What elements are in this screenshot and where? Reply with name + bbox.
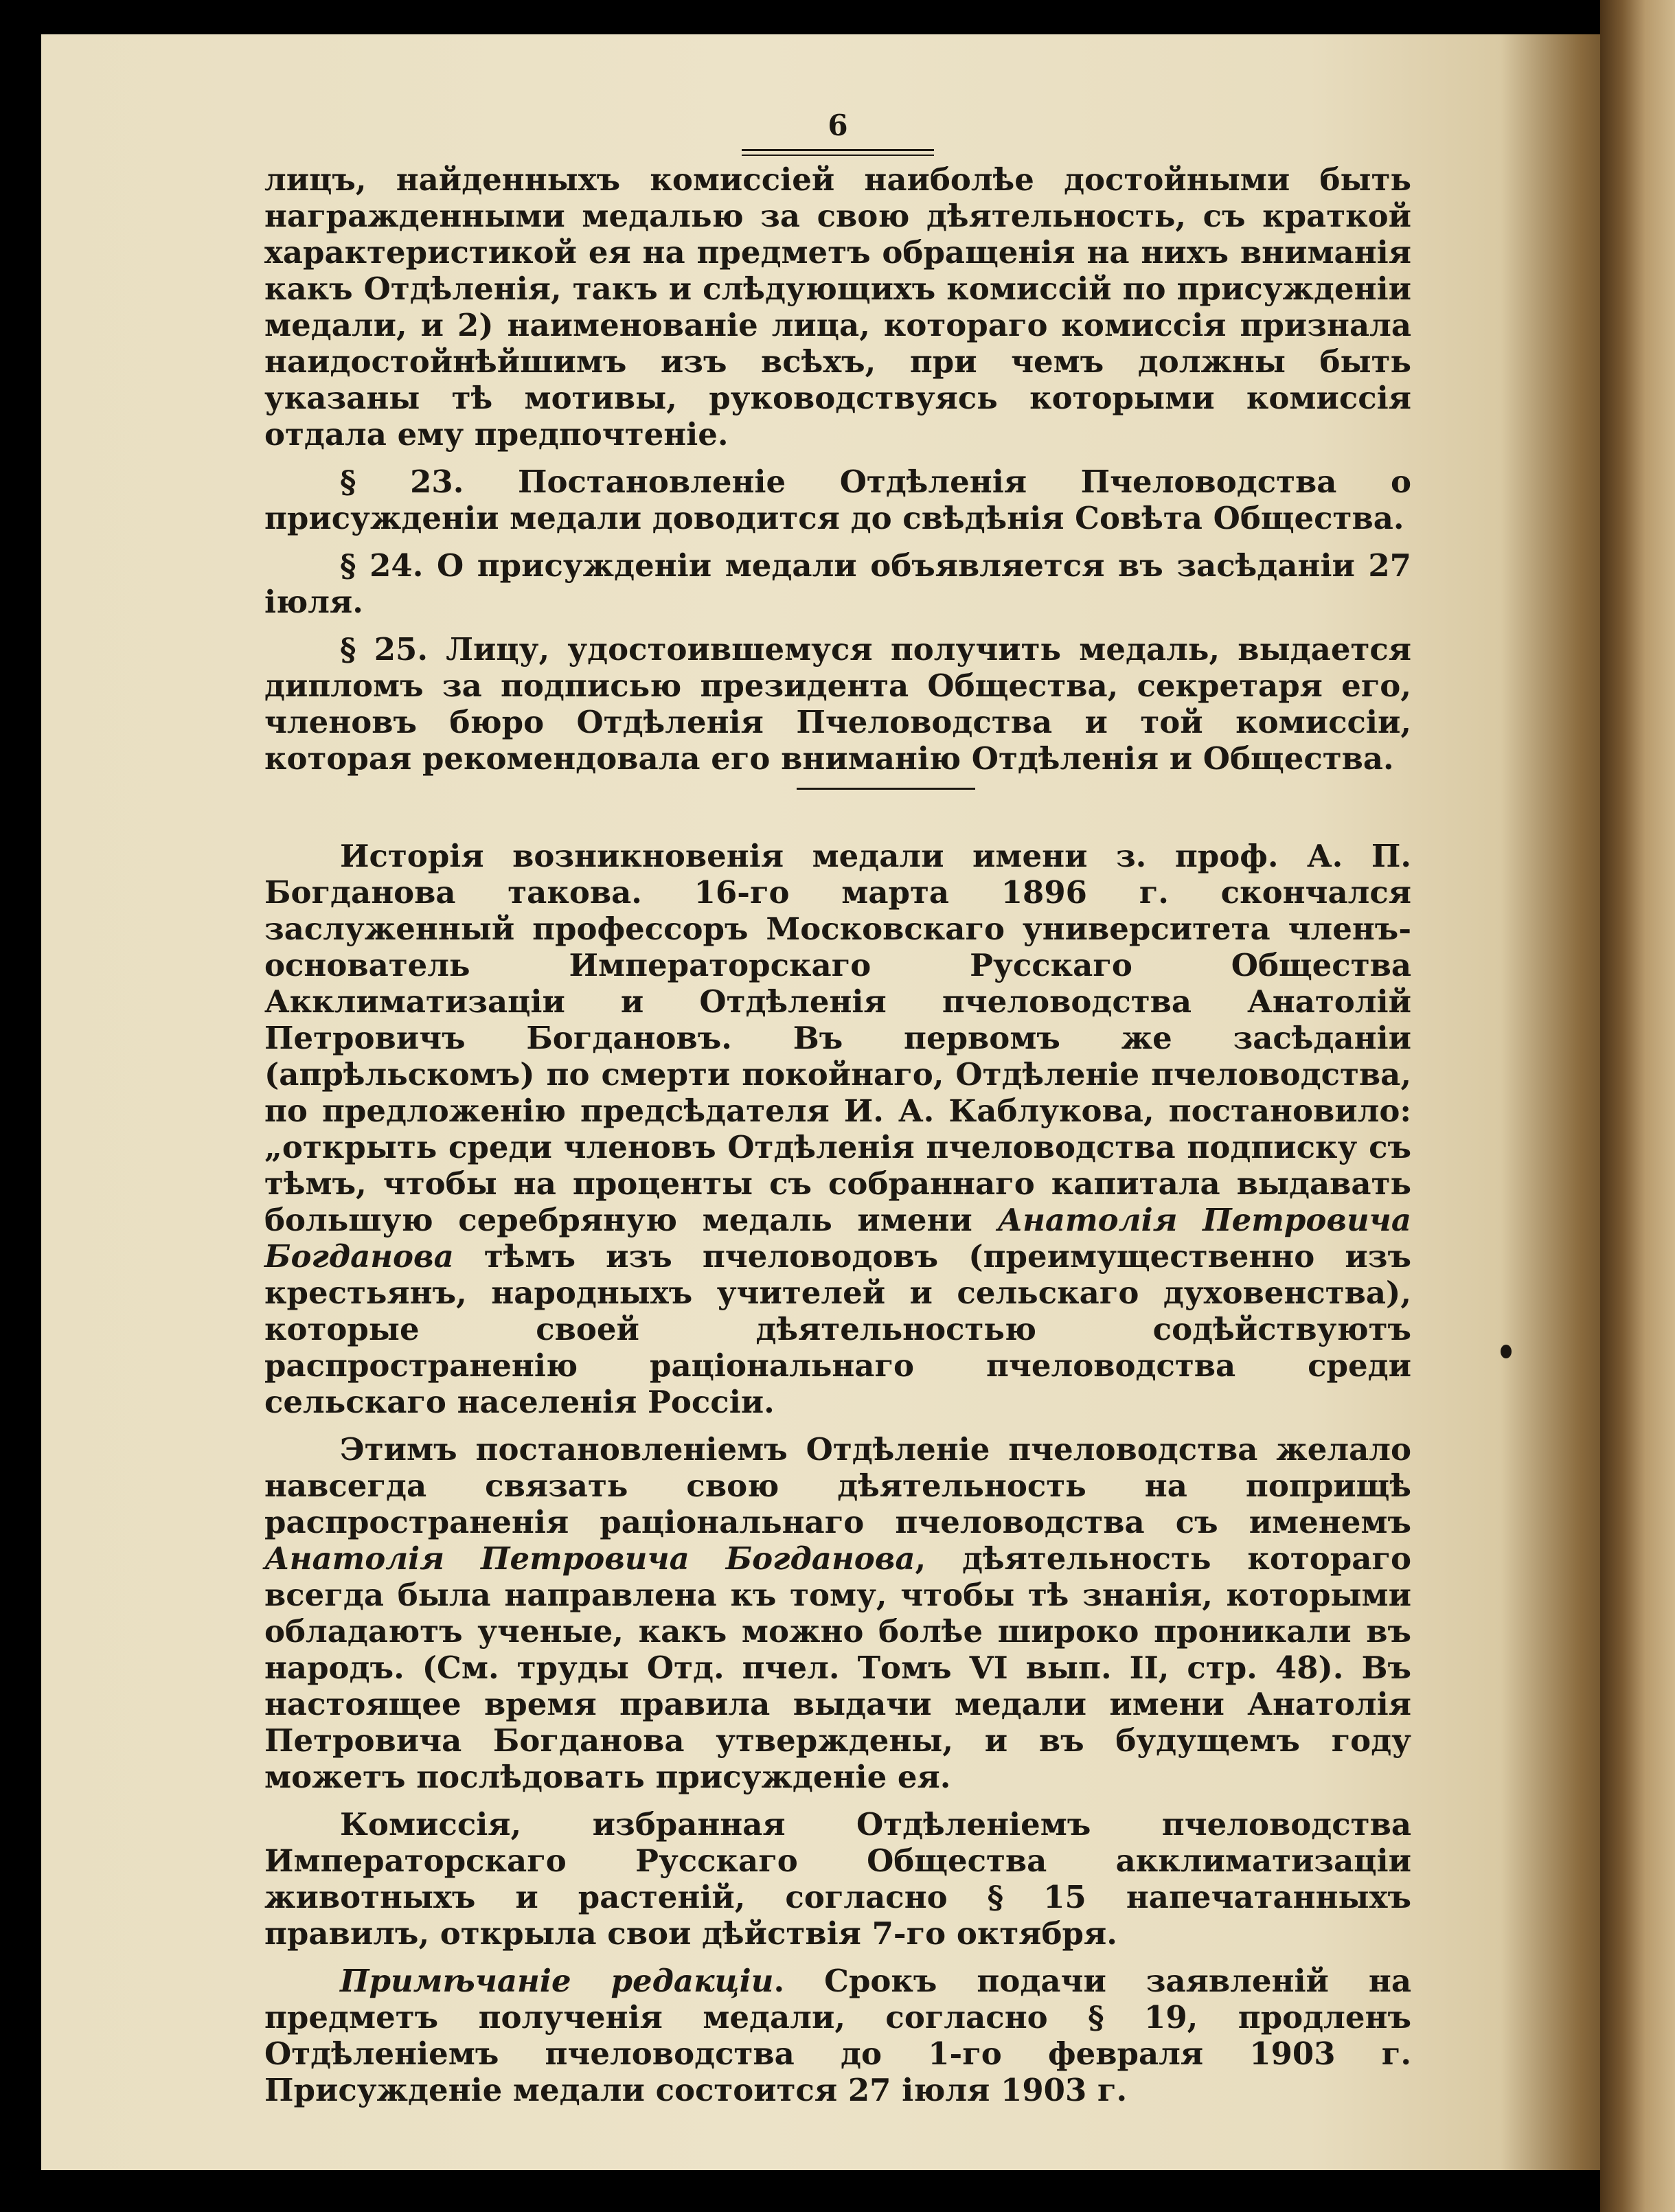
body-text	[264, 161, 1411, 2108]
text-run: Этимъ постановленіемъ Отдѣленіе пчеловодства желало навсегда связать свою дѣятельность на поприщѣ распространенія раціональнаго пчеловодства съ именемъ	[264, 1431, 1411, 1540]
text-run: тѣмъ изъ пчеловодовъ (преимущественно изъ крестьянъ, народныхъ учителей и сельскаго духовенства), которые своей дѣятельностью содѣйствуютъ распространенію раціональнаго пчеловодства среди сельскаго населенія Россіи.	[264, 1238, 1411, 1420]
header-rule	[742, 149, 934, 151]
text-run: § 24. О присужденіи медали объявляется въ засѣданіи 27 іюля.	[264, 547, 1411, 620]
text-run: Комиссія, избранная Отдѣленіемъ пчеловодства Императорскаго Русскаго Общества акклиматизаціи животныхъ и растеній, согласно § 15 напечатанныхъ правилъ, открыла свои дѣйствія 7-го октября.	[264, 1806, 1411, 1952]
text-run: § 25. Лицу, удостоившемуся получить медаль, выдается дипломъ за подписью президента Общества, секретаря его, членовъ бюро Отдѣленія Пчеловодства и той комиссіи, которая рекомендовала его вниманію Отдѣленія и Общества.	[264, 631, 1411, 777]
page-number: 6	[828, 109, 848, 142]
section-separator	[797, 788, 975, 790]
page-edge-shadow	[1600, 0, 1675, 2212]
paragraph-p6	[264, 1431, 1411, 1795]
header-rule-second	[742, 155, 934, 156]
ink-spot	[1501, 1345, 1512, 1358]
italic-text: Анатолія Петровича Богданова	[264, 1540, 915, 1577]
italic-text: Анатолія Петровича Богданова	[264, 1202, 1411, 1275]
paragraph-p2	[264, 464, 1411, 536]
text-run: . Срокъ подачи заявленій на предметъ полученія медали, согласно § 19, продленъ Отдѣленіемъ пчеловодства до 1-го февраля 1903 г. Присужденіе медали состоится 27 іюля 1903 г.	[264, 1963, 1411, 2108]
text-run: § 23. Постановленіе Отдѣленія Пчеловодства о присужденіи медали доводится до свѣдѣнія Совѣта Общества.	[264, 464, 1411, 536]
paragraph-p3	[264, 547, 1411, 620]
text-run: , дѣятельность котораго всегда была направлена къ тому, чтобы тѣ знанія, которыми обладаютъ ученые, какъ можно болѣе широко проникали въ народъ. (См. труды Отд. пчел. Томъ VI вып. II, стр. 48). Въ настоящее время правила выдачи медали имени Анатолія Петровича Богданова утверждены, и въ будущемъ году можетъ послѣдовать присужденіе ея.	[264, 1540, 1411, 1795]
text-run: Исторія возникновенія медали имени з. проф. А. П. Богданова такова. 16-го марта 1896 г. скончался заслуженный профессоръ Московскаго университета членъ-основатель Императорскаго Русскаго Общества Акклиматизаціи и Отдѣленія пчеловодства Анатолій Петровичъ Богдановъ. Въ первомъ же засѣданіи (апрѣльскомъ) по смерти покойнаго, Отдѣленіе пчеловодства, по предложенію предсѣдателя И. А. Каблукова, постановило: „открыть среди членовъ Отдѣленія пчеловодства подписку съ тѣмъ, чтобы на проценты съ собраннаго капитала выдавать большую серебряную медаль имени	[264, 838, 1411, 1238]
paragraph-p5	[264, 838, 1411, 1420]
page-header	[264, 106, 1411, 161]
paragraph-p4	[264, 631, 1411, 777]
page-content	[264, 106, 1411, 2119]
italic-text: Примѣчаніе редакціи	[340, 1963, 774, 1999]
paragraph-p8	[264, 1963, 1411, 2108]
text-run: лицъ, найденныхъ комиссіей наиболѣе достойными быть награжденными медалью за свою дѣятельность, съ краткой характеристикой ея на предметъ обращенія на нихъ вниманія какъ Отдѣленія, такъ и слѣдующихъ комиссій по присужденіи медали, и 2) наименованіе лица, котораго комиссія признала наидостойнѣйшимъ изъ всѣхъ, при чемъ должны быть указаны тѣ мотивы, руководствуясь которыми комиссія отдала ему предпочтеніе.	[264, 161, 1411, 453]
paragraph-p7	[264, 1806, 1411, 1952]
paragraph-p1	[264, 161, 1411, 453]
